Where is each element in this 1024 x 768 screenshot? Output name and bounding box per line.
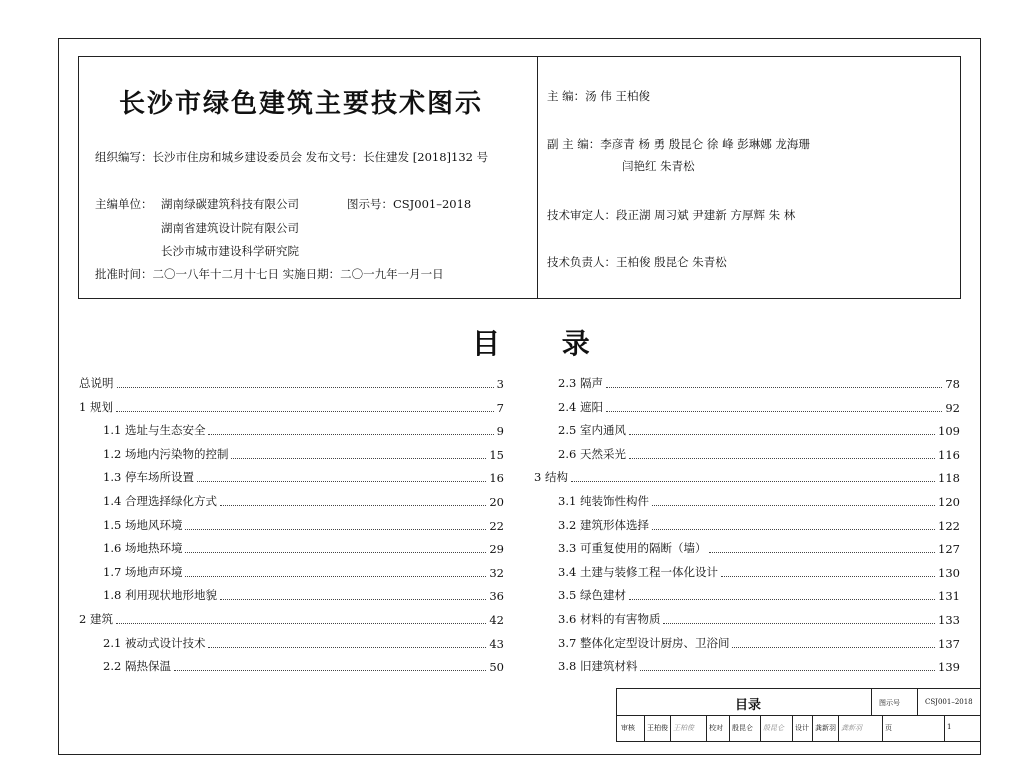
toc-entry-label: 1.1 选址与生态安全 (103, 423, 206, 438)
toc-leader-dots (629, 598, 935, 600)
toc-entry-label: 3.6 材料的有害物质 (558, 612, 661, 626)
toc-entry (103, 658, 504, 674)
title-block-checker-label: 校对 (709, 724, 723, 732)
toc-entry-label: 2.5 室内通风 (558, 423, 626, 438)
toc-entry-label: 1.4 合理选择绿化方式 (103, 494, 217, 508)
toc-entry (103, 469, 504, 485)
title-block-reviewer-name: 王柏俊 (647, 724, 668, 732)
deputy-editor-line-2: 闫艳红 朱青松 (622, 159, 695, 173)
toc-entry-page: 15 (489, 447, 504, 462)
toc-entry-page: 92 (945, 400, 960, 415)
toc-entry-label: 3.1 纯装饰性构件 (558, 494, 649, 508)
toc-entry-label: 2 建筑 (79, 612, 113, 626)
toc-entry (79, 375, 504, 391)
toc-leader-dots (606, 386, 942, 388)
toc-entry (558, 587, 960, 603)
toc-entry-label: 1.8 利用现状地形地貌 (103, 588, 217, 603)
toc-leader-dots (117, 386, 494, 388)
toc-entry-label: 3.7 整体化定型设计厨房、卫浴间 (558, 635, 730, 650)
toc-leader-dots (220, 598, 486, 600)
drawing-number: 图示号：CSJ001–2018 (347, 197, 472, 211)
title-block-designer-name: 龚新羽 (815, 724, 836, 732)
title-block-page-label: 页 (885, 724, 892, 732)
toc-entry (558, 422, 960, 438)
toc-entry-label: 2.2 隔热保温 (103, 659, 171, 674)
title-block-checker-signature: 殷昆仑 (763, 724, 784, 732)
editor-unit-3: 长沙市城市建设科学研究院 (161, 244, 299, 258)
toc-entry (558, 658, 960, 674)
toc-entry (558, 517, 960, 533)
toc-entry (103, 540, 504, 556)
toc-entry-label: 2.4 遮阳 (558, 399, 603, 414)
chief-editor: 主 编：汤 伟 王柏俊 (547, 89, 650, 103)
toc-entry-label: 总说明 (79, 376, 114, 390)
toc-entry-label: 1 规划 (79, 399, 113, 414)
toc-entry-label: 1.6 场地热环境 (103, 541, 183, 556)
toc-entry-page: 130 (938, 565, 960, 580)
toc-entry-page: 36 (489, 589, 504, 604)
toc-leader-dots (663, 622, 935, 624)
toc-entry-label: 2.3 隔声 (558, 376, 603, 390)
deputy-editor-line-1: 副 主 编：李彦青 杨 勇 殷昆仑 徐 峰 彭琳娜 龙海珊 (547, 137, 810, 151)
toc-entry-page: 109 (938, 424, 960, 439)
toc-leader-dots (652, 504, 935, 506)
toc-entry-label: 3 结构 (534, 470, 568, 485)
toc-entry-page: 43 (489, 636, 504, 651)
toc-entry-label: 1.2 场地内污染物的控制 (103, 446, 229, 461)
toc-entry (103, 422, 504, 438)
toc-leader-dots (185, 575, 486, 577)
toc-entry-page: 7 (496, 400, 504, 415)
org-line: 组织编写：长沙市住房和城乡建设委员会 发布文号：长住建发 [2018]132 号 (95, 150, 489, 164)
toc-entry-label: 3.4 土建与装修工程一体化设计 (558, 564, 718, 579)
toc-entry-page: 42 (489, 613, 504, 627)
toc-entry-page: 133 (938, 613, 960, 627)
toc-entry (103, 517, 504, 533)
toc-entry (79, 399, 504, 415)
editor-unit-1: 湖南绿碳建筑科技有限公司 (161, 197, 299, 211)
toc-leader-dots (231, 457, 486, 459)
toc-entry-label: 3.2 建筑形体选择 (558, 517, 649, 532)
toc-leader-dots (606, 410, 942, 412)
toc-leader-dots (185, 528, 486, 530)
toc-entry-page: 122 (938, 518, 960, 533)
toc-entry (558, 446, 960, 462)
toc-entry-label: 3.3 可重复使用的隔断（墙） (558, 541, 707, 556)
toc-entry (558, 399, 960, 415)
toc-leader-dots (208, 646, 486, 648)
toc-leader-dots (116, 622, 486, 624)
title-block-reviewer-signature: 王柏俊 (673, 724, 694, 732)
toc-entry-page: 20 (489, 495, 504, 509)
toc-leader-dots (629, 457, 935, 459)
toc-entry (103, 446, 504, 462)
toc-entry-page: 50 (489, 660, 504, 675)
editor-unit-2: 湖南省建筑设计院有限公司 (161, 221, 299, 235)
title-block-designer-signature: 龚新羽 (841, 724, 862, 732)
toc-entry (558, 611, 960, 627)
title-block-reviewer-label: 审核 (621, 724, 635, 732)
toc-leader-dots (174, 669, 486, 671)
toc-entry-page: 16 (489, 471, 504, 486)
technical-leads: 技术负责人：王柏俊 殷昆仑 朱青松 (547, 255, 727, 269)
technical-reviewers: 技术审定人：段正湖 周习斌 尹建新 方厚辉 朱 林 (547, 208, 796, 222)
header-panel (78, 56, 961, 299)
toc-title: 目 录 (472, 327, 616, 360)
toc-entry-page: 78 (945, 377, 960, 391)
toc-entry (103, 635, 504, 651)
title-block-designer-label: 设计 (795, 724, 809, 732)
toc-entry-label: 2.6 天然采光 (558, 446, 626, 461)
editor-units-label: 主编单位： (95, 197, 153, 211)
toc-leader-dots (185, 551, 486, 553)
toc-leader-dots (732, 646, 935, 648)
toc-leader-dots (571, 480, 935, 482)
toc-leader-dots (197, 480, 486, 482)
toc-leader-dots (640, 669, 935, 671)
toc-entry-page: 139 (938, 660, 960, 675)
toc-entry (558, 375, 960, 391)
toc-entry-label: 2.1 被动式设计技术 (103, 635, 206, 650)
toc-entry (103, 493, 504, 509)
toc-leader-dots (208, 433, 493, 435)
header-divider (537, 57, 538, 298)
toc-entry-page: 9 (496, 424, 504, 439)
toc-entry (534, 469, 960, 485)
toc-leader-dots (652, 528, 935, 530)
toc-entry (558, 635, 960, 651)
toc-entry-page: 137 (938, 636, 960, 651)
title-block-drawing-no: CSJ001–2018 (925, 698, 973, 706)
toc-leader-dots (709, 551, 935, 553)
title-block-checker-name: 殷昆仑 (732, 724, 753, 732)
toc-entry-page: 32 (489, 565, 504, 580)
toc-entry-page: 120 (938, 495, 960, 509)
toc-entry (79, 611, 504, 627)
toc-entry-page: 22 (489, 518, 504, 533)
toc-leader-dots (220, 504, 486, 506)
toc-entry-label: 1.3 停车场所设置 (103, 470, 194, 485)
toc-entry-page: 3 (496, 377, 504, 391)
toc-entry (558, 564, 960, 580)
title-block-name: 目录 (735, 698, 762, 713)
document-title: 长沙市绿色建筑主要技术图示 (119, 89, 484, 119)
toc-entry (558, 493, 960, 509)
toc-entry-label: 1.5 场地风环境 (103, 517, 183, 532)
toc-leader-dots (629, 433, 935, 435)
toc-entry-label: 1.7 场地声环境 (103, 564, 183, 579)
title-block-page-number: 1 (947, 723, 952, 731)
dates-line: 批准时间：二〇一八年十二月十七日 实施日期：二〇一九年一月一日 (95, 267, 444, 281)
toc-entry (558, 540, 960, 556)
toc-leader-dots (721, 575, 935, 577)
title-block (616, 688, 981, 742)
toc-entry (103, 587, 504, 603)
toc-entry-page: 29 (489, 542, 504, 557)
toc-entry-label: 3.5 绿色建材 (558, 588, 626, 603)
toc-entry-page: 118 (938, 471, 960, 486)
toc-entry-page: 127 (938, 542, 960, 557)
toc-entry (103, 564, 504, 580)
toc-entry-page: 116 (938, 447, 960, 462)
toc-entry-page: 131 (938, 589, 960, 604)
toc-leader-dots (116, 410, 494, 412)
toc-entry-label: 3.8 旧建筑材料 (558, 659, 638, 674)
title-block-drawing-no-label: 图示号 (879, 699, 900, 707)
